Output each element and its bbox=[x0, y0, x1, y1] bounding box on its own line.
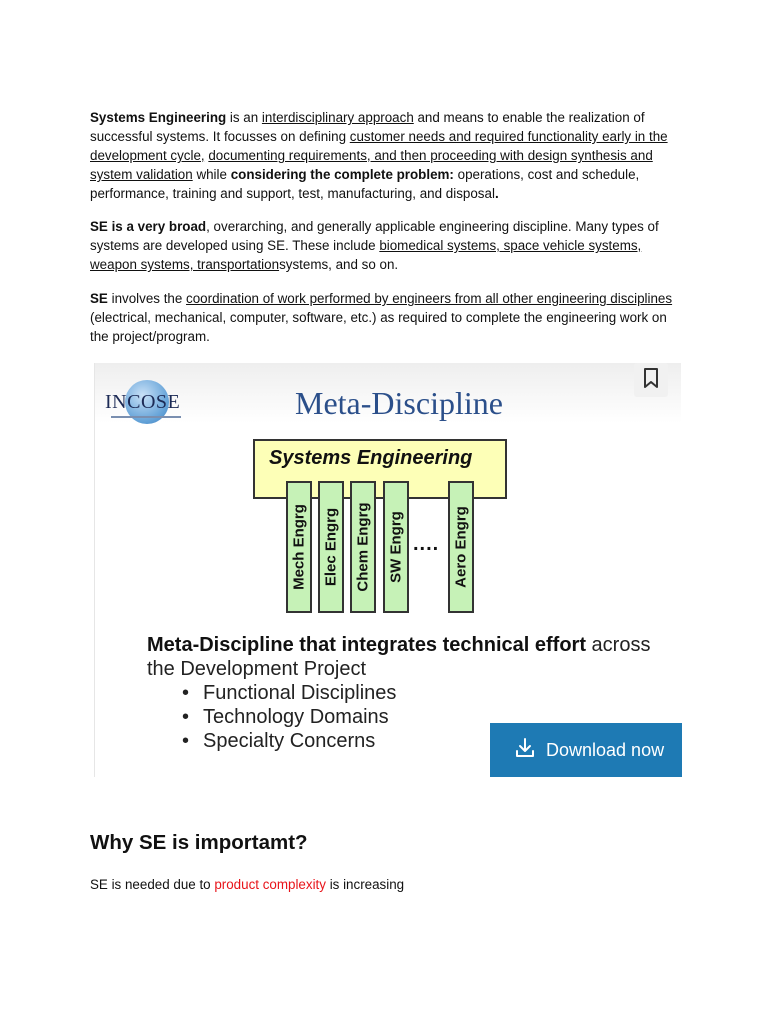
slide-title: Meta-Discipline bbox=[295, 385, 503, 421]
text: systems, and so on. bbox=[279, 257, 399, 272]
discipline-label: Chem Engrg bbox=[354, 502, 372, 592]
systems-engineering-label: Systems Engineering bbox=[269, 447, 473, 469]
underlined-link[interactable]: customer needs and required functionality early in the development cycle, bbox=[90, 129, 668, 163]
slide-text-bold: Meta-Discipline that integrates technical effort bbox=[147, 634, 586, 656]
discipline-bar bbox=[286, 481, 312, 613]
discipline-bar bbox=[350, 481, 376, 613]
discipline-bar bbox=[318, 481, 344, 613]
bold-text: considering the complete problem: bbox=[230, 167, 454, 182]
text: (electrical, mechanical, computer, software, etc.) as required to complete the engineering work on the project/program. bbox=[90, 310, 667, 344]
bookmark-icon bbox=[643, 367, 659, 394]
paragraph-se-needed bbox=[90, 875, 680, 894]
text: SE is needed due to bbox=[90, 877, 215, 892]
incose-logo bbox=[103, 378, 185, 428]
highlighted-text: product complexity bbox=[214, 877, 326, 892]
discipline-label: Aero Engrg bbox=[452, 506, 470, 588]
bold-text: SE is a very broad bbox=[90, 219, 207, 234]
logo-text: INCOSE bbox=[105, 391, 181, 413]
discipline-label: Mech Engrg bbox=[290, 504, 308, 590]
bullet-item: • Specialty Concerns bbox=[147, 729, 650, 753]
text: is increasing bbox=[325, 877, 405, 892]
bookmark-button[interactable] bbox=[634, 363, 668, 397]
download-button[interactable] bbox=[490, 723, 682, 777]
download-icon bbox=[514, 737, 536, 764]
paragraph-se-definition bbox=[90, 108, 680, 203]
meta-discipline-slide bbox=[94, 363, 681, 777]
underlined-link[interactable]: coordination of work performed by engineers from all other engineering disciplines bbox=[186, 291, 673, 306]
bold-text: Systems Engineering bbox=[90, 110, 227, 125]
bullet-item: • Technology Domains bbox=[147, 705, 650, 729]
paragraph-se-broad bbox=[90, 217, 680, 274]
bold-text: . bbox=[494, 186, 499, 201]
text: and means to enable the realization of successful systems. It focusses on defining bbox=[90, 110, 645, 144]
text: , overarching, and generally applicable engineering discipline. Many types of systems are developed using SE. These include bbox=[90, 219, 659, 253]
text: while bbox=[192, 167, 231, 182]
discipline-label: SW Engrg bbox=[387, 511, 405, 583]
slide-text-line2: the Development Project bbox=[147, 658, 367, 680]
underlined-link[interactable]: interdisciplinary approach bbox=[261, 110, 414, 125]
text: operations, cost and schedule, performance, training and support, test, manufacturing, and disposal bbox=[90, 167, 640, 201]
underlined-link[interactable]: documenting requirements, and then proceeding with design synthesis and system validation bbox=[90, 148, 653, 182]
bold-text: SE bbox=[90, 291, 108, 306]
ellipsis: .... bbox=[413, 533, 440, 555]
discipline-label: Elec Engrg bbox=[322, 507, 340, 587]
text: is an bbox=[226, 110, 262, 125]
underlined-link[interactable]: biomedical systems, space vehicle systems, weapon systems, transportation bbox=[90, 238, 642, 272]
discipline-bar bbox=[448, 481, 474, 613]
bullet-item: • Functional Disciplines bbox=[147, 681, 650, 705]
slide-text: across bbox=[585, 634, 651, 656]
logo-underline bbox=[111, 416, 181, 418]
paragraph-se-coordination bbox=[90, 289, 680, 346]
download-label: Download now bbox=[546, 739, 665, 760]
discipline-bar bbox=[383, 481, 409, 613]
text: involves the bbox=[107, 291, 187, 306]
section-heading: Why SE is importamt? bbox=[90, 831, 308, 854]
